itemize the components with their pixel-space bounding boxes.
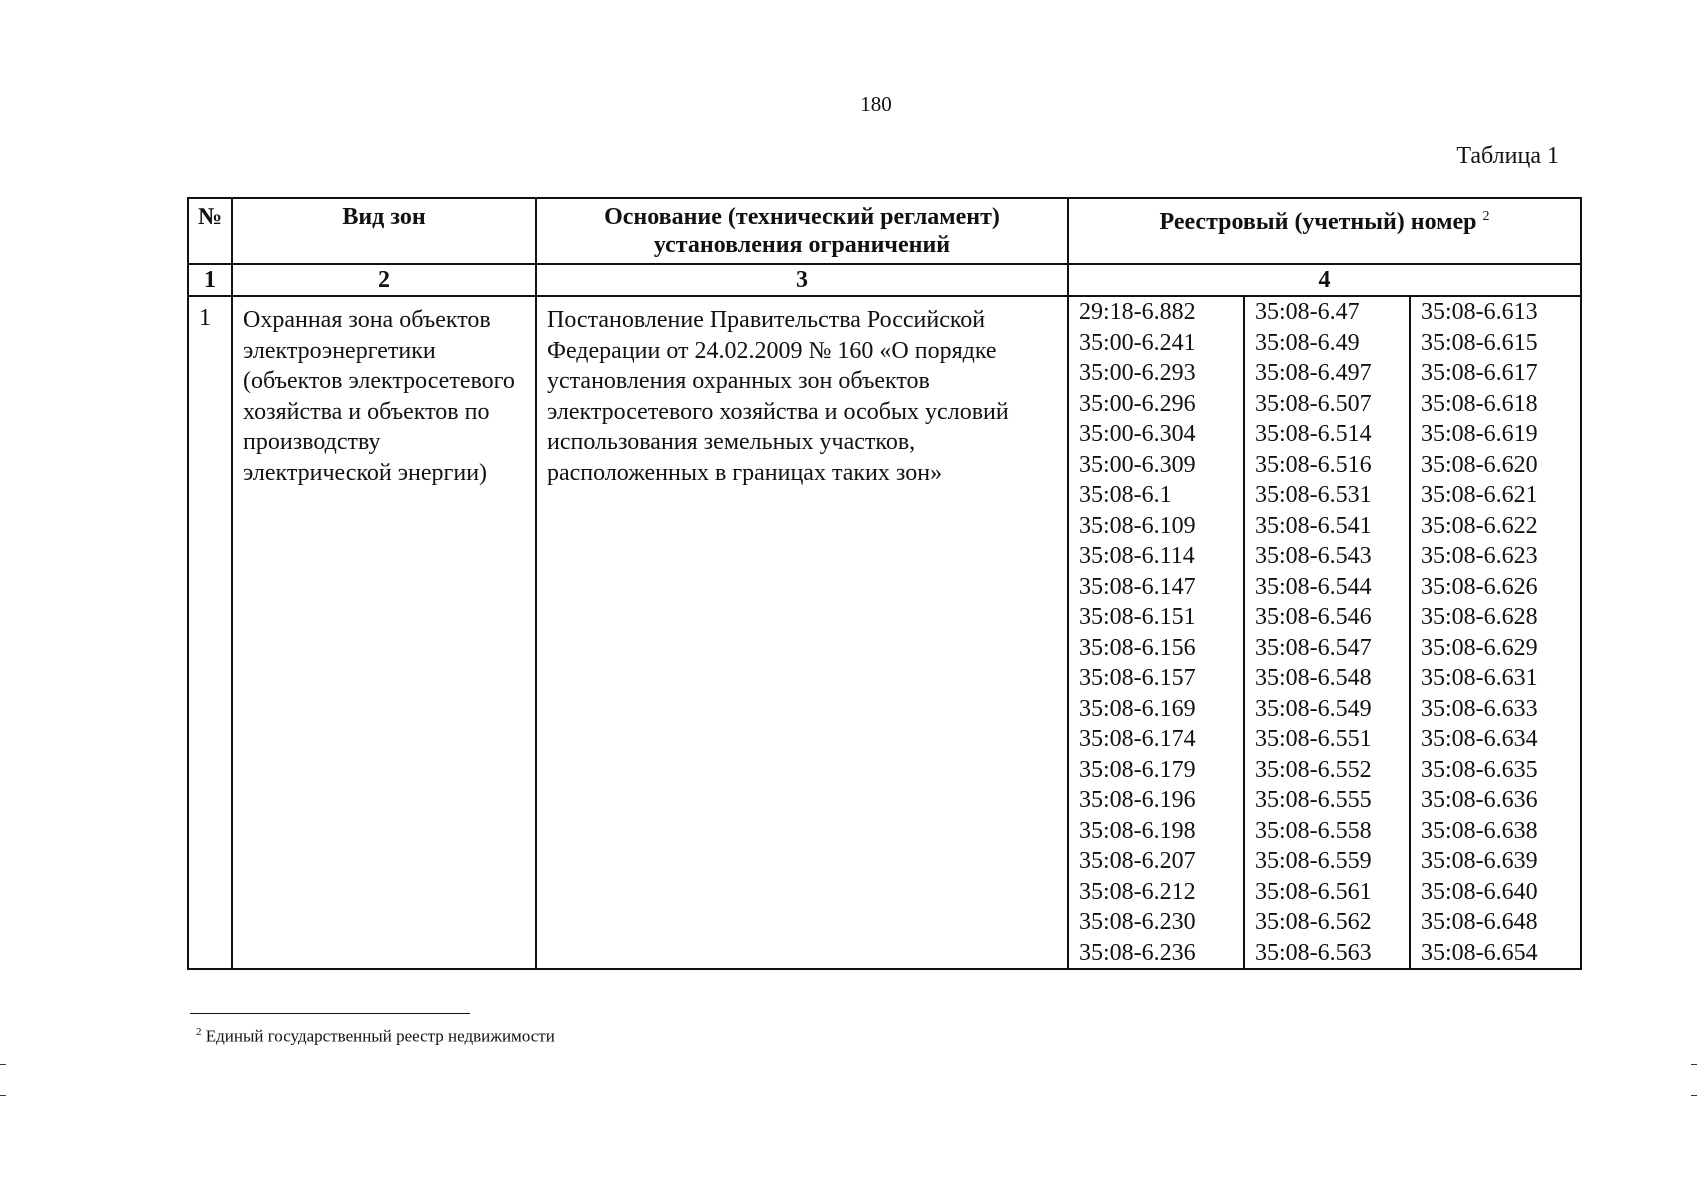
row-number: 1 xyxy=(188,296,232,969)
header-registry-number xyxy=(1068,198,1581,264)
registry-number: 35:00-6.293 xyxy=(1079,360,1196,386)
registry-number: 35:08-6.634 xyxy=(1410,724,1582,755)
registry-number: 35:08-6.531 xyxy=(1244,480,1410,511)
zone-type-cell: Охранная зона объектов электроэнергетики (объектов электросетевого хозяйства и объектов по производству электрической энергии) xyxy=(232,296,536,969)
registry-number: 35:08-6.169 xyxy=(1079,695,1196,722)
registry-number: 35:08-6.633 xyxy=(1410,694,1582,725)
registry-number: 35:08-6.628 xyxy=(1410,602,1582,633)
registry-number: 35:08-6.639 xyxy=(1410,846,1582,877)
registry-numbers-cell xyxy=(1068,296,1581,969)
registry-number: 35:08-6.562 xyxy=(1244,907,1410,938)
registry-number: 35:08-6.551 xyxy=(1244,724,1410,755)
registry-row xyxy=(1069,297,1582,328)
registry-number: 35:08-6.198 xyxy=(1079,817,1196,844)
registry-number: 35:08-6.549 xyxy=(1244,694,1410,725)
header-registry-label: Реестровый (учетный) номер xyxy=(1159,209,1477,235)
column-number: 2 xyxy=(232,264,536,296)
registry-number: 35:08-6.615 xyxy=(1410,328,1582,359)
registry-number: 35:08-6.629 xyxy=(1410,633,1582,664)
registry-number: 35:08-6.109 xyxy=(1079,512,1196,539)
registry-row xyxy=(1069,389,1582,420)
registry-number: 35:08-6.546 xyxy=(1244,602,1410,633)
registry-number: 35:08-6.174 xyxy=(1079,726,1196,752)
registry-number: 35:08-6.507 xyxy=(1244,389,1410,420)
header-row xyxy=(188,198,1581,264)
registry-number: 35:00-6.309 xyxy=(1079,451,1196,478)
registry-number: 35:08-6.631 xyxy=(1410,663,1582,694)
registry-number: 35:08-6.179 xyxy=(1079,756,1196,783)
registry-number: 35:08-6.558 xyxy=(1244,816,1410,847)
header-no: № xyxy=(188,198,232,264)
registry-row xyxy=(1069,755,1582,786)
scan-edge-mark xyxy=(1691,1064,1697,1096)
column-number: 3 xyxy=(536,264,1068,296)
registry-row xyxy=(1069,877,1582,908)
registry-number: 35:08-6.212 xyxy=(1079,878,1196,905)
registry-row xyxy=(1069,663,1582,694)
registry-number: 35:08-6.156 xyxy=(1079,634,1196,661)
registry-number: 35:08-6.619 xyxy=(1410,419,1582,450)
registry-number: 35:08-6.563 xyxy=(1244,938,1410,969)
registry-number: 35:08-6.613 xyxy=(1410,297,1582,328)
registry-number: 35:08-6.648 xyxy=(1410,907,1582,938)
registry-number: 35:08-6.114 xyxy=(1079,543,1195,569)
registry-number: 35:08-6.559 xyxy=(1244,846,1410,877)
footnote-text: Единый государственный реестр недвижимости xyxy=(205,1026,555,1046)
footnote xyxy=(196,1026,555,1047)
registry-number: 35:08-6.654 xyxy=(1410,938,1582,969)
registry-row xyxy=(1069,633,1582,664)
registry-row xyxy=(1069,938,1582,969)
registry-row xyxy=(1069,907,1582,938)
registry-number: 35:08-6.49 xyxy=(1244,328,1410,359)
scan-edge-mark xyxy=(0,1064,6,1096)
registry-row xyxy=(1069,511,1582,542)
column-number: 1 xyxy=(188,264,232,296)
column-number: 4 xyxy=(1068,264,1581,296)
registry-number: 35:08-6.196 xyxy=(1079,787,1196,813)
registry-number: 35:08-6.157 xyxy=(1079,665,1196,691)
registry-number: 35:08-6.617 xyxy=(1410,358,1582,389)
registry-number: 35:08-6.620 xyxy=(1410,450,1582,481)
header-basis: Основание (технический регламент) установления ограничений xyxy=(536,198,1068,264)
registry-number: 35:08-6.638 xyxy=(1410,816,1582,847)
registry-row xyxy=(1069,419,1582,450)
registry-numbers-grid xyxy=(1069,297,1582,968)
registry-number: 35:00-6.304 xyxy=(1079,421,1196,447)
registry-number: 35:08-6.552 xyxy=(1244,755,1410,786)
registry-row xyxy=(1069,816,1582,847)
table-row xyxy=(188,296,1581,969)
registry-number: 35:00-6.296 xyxy=(1079,390,1196,417)
registry-row xyxy=(1069,328,1582,359)
registry-number: 35:08-6.640 xyxy=(1410,877,1582,908)
registry-number: 35:08-6.544 xyxy=(1244,572,1410,603)
registry-number: 35:08-6.543 xyxy=(1244,541,1410,572)
registry-number: 35:08-6.516 xyxy=(1244,450,1410,481)
registry-number: 35:08-6.547 xyxy=(1244,633,1410,664)
registry-number: 35:08-6.541 xyxy=(1244,511,1410,542)
registry-number: 35:08-6.514 xyxy=(1244,419,1410,450)
page-number: 180 xyxy=(860,92,892,116)
registry-number: 35:08-6.236 xyxy=(1079,939,1196,966)
column-number-row xyxy=(188,264,1581,296)
registry-number: 35:00-6.241 xyxy=(1079,329,1196,356)
footnote-marker: 2 xyxy=(196,1026,202,1038)
registry-row xyxy=(1069,541,1582,572)
footnote-separator xyxy=(190,1013,470,1014)
registry-number: 35:08-6.623 xyxy=(1410,541,1582,572)
registry-number: 35:08-6.497 xyxy=(1244,358,1410,389)
header-zone-type: Вид зон xyxy=(232,198,536,264)
registry-row xyxy=(1069,602,1582,633)
registry-number: 29:18-6.882 xyxy=(1079,299,1196,325)
registry-number: 35:08-6.47 xyxy=(1244,297,1410,328)
registry-number: 35:08-6.548 xyxy=(1244,663,1410,694)
zones-table xyxy=(187,197,1582,970)
registry-number: 35:08-6.230 xyxy=(1079,909,1196,935)
registry-number: 35:08-6.147 xyxy=(1079,573,1196,600)
registry-number: 35:08-6.635 xyxy=(1410,755,1582,786)
table-caption: Таблица 1 xyxy=(1456,143,1559,169)
registry-number: 35:08-6.621 xyxy=(1410,480,1582,511)
registry-number: 35:08-6.622 xyxy=(1410,511,1582,542)
registry-number: 35:08-6.1 xyxy=(1079,482,1172,508)
registry-row xyxy=(1069,785,1582,816)
registry-row xyxy=(1069,694,1582,725)
registry-number: 35:08-6.618 xyxy=(1410,389,1582,420)
registry-number: 35:08-6.636 xyxy=(1410,785,1582,816)
registry-row xyxy=(1069,846,1582,877)
registry-row xyxy=(1069,724,1582,755)
footnote-ref: 2 xyxy=(1482,209,1490,224)
registry-row xyxy=(1069,572,1582,603)
registry-number: 35:08-6.555 xyxy=(1244,785,1410,816)
registry-number: 35:08-6.151 xyxy=(1079,604,1196,630)
basis-cell: Постановление Правительства Российской Федерации от 24.02.2009 № 160 «О порядке установления охранных зон объектов электросетевого хозяйства и особых условий использования земельных участков, расположенных в границах таких зон» xyxy=(536,296,1068,969)
registry-row xyxy=(1069,358,1582,389)
registry-row xyxy=(1069,480,1582,511)
registry-number: 35:08-6.626 xyxy=(1410,572,1582,603)
registry-row xyxy=(1069,450,1582,481)
registry-number: 35:08-6.561 xyxy=(1244,877,1410,908)
registry-number: 35:08-6.207 xyxy=(1079,848,1196,874)
